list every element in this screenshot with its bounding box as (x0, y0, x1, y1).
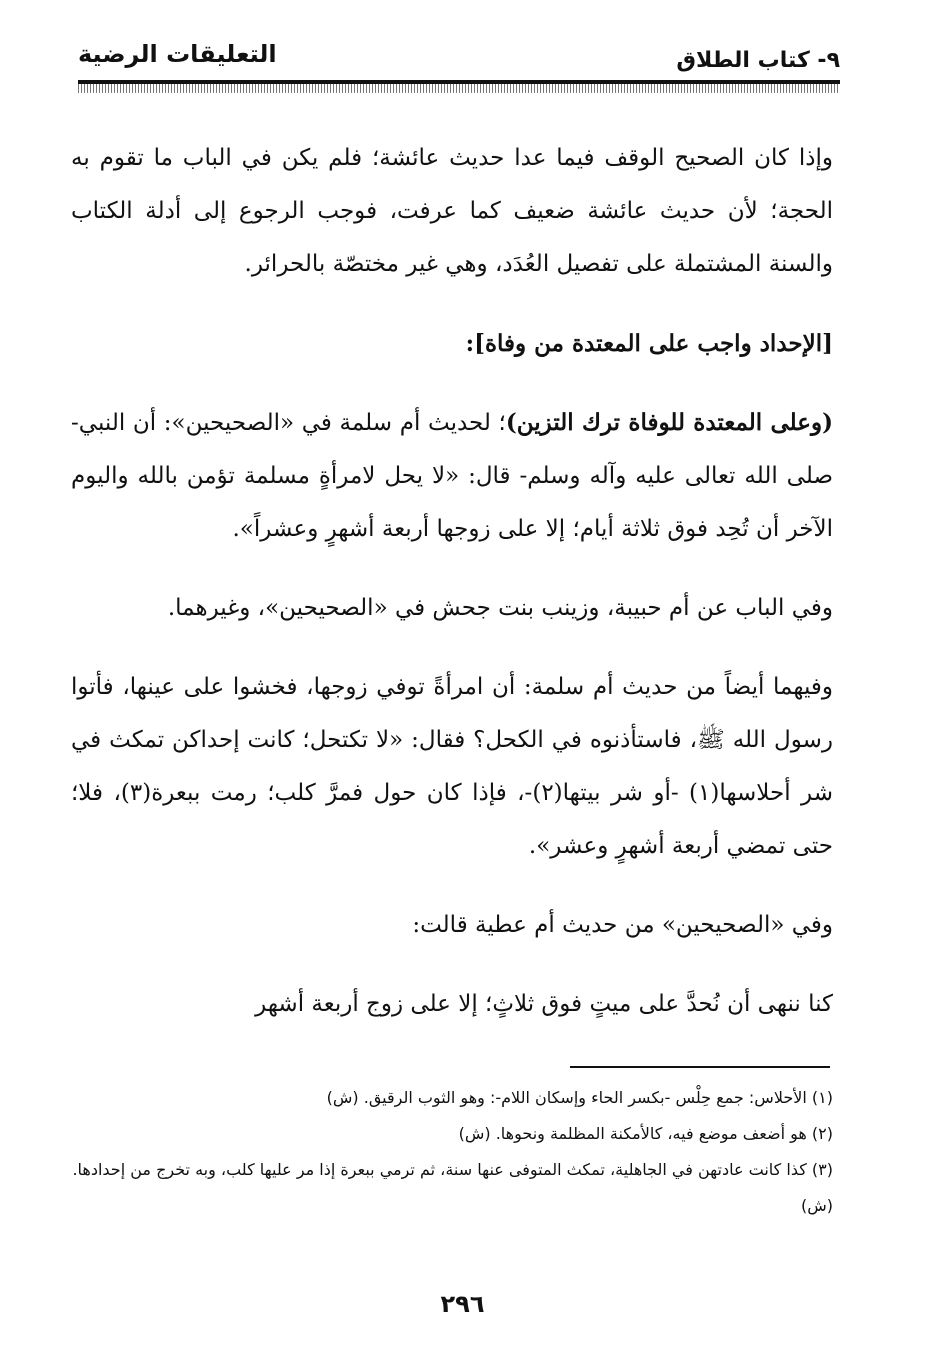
paragraph-6: كنا ننهى أن نُحدَّ على ميتٍ فوق ثلاثٍ؛ إلا على زوج أربعة أشهر (255, 991, 833, 1017)
chapter-title: ٩- كتاب الطلاق (676, 48, 840, 73)
footnote-1: (١) الأحلاس: جمع حِلْس -بكسر الحاء وإسكان اللام-: وهو الثوب الرقيق. (ش) (326, 1088, 833, 1107)
footnote-3: (٣) كذا كانت عادتهن في الجاهلية، تمكث المتوفى عنها سنة، ثم ترمي ببعرة إذا مر عليها كلب، وبه تخرج من إحدادها. (ش) (72, 1160, 833, 1215)
header-rule (78, 80, 840, 93)
footnotes (71, 1080, 833, 1224)
paragraph-4: وفيهما أيضاً من حديث أم سلمة: أن امرأةً توفي زوجها، فخشوا على عينها، فأتوا رسول الله ﷺ، فاستأذنوه في الكحل؟ فقال: «لا تكتحل؛ كانت إحداكن تمكث في شر أحلاسها(١) -أو شر بيتها(٢)-، فإذا كان حول فمرَّ كلب؛ رمت ببعرة(٣)، فلا؛ حتى تمضي أربعة أشهرٍ وعشر». (71, 674, 833, 859)
paragraph-2 (71, 396, 833, 556)
paragraph-3: وفي الباب عن أم حبيبة، وزينب بنت جحش في «الصحيحين»، وغيرهما. (167, 595, 833, 621)
running-header (78, 38, 840, 78)
footnote-divider (570, 1066, 830, 1068)
footnote-2: (٢) هو أضعف موضع فيه، كالأمكنة المظلمة ونحوها. (ش) (458, 1124, 833, 1143)
book-title: التعليقات الرضية (78, 40, 277, 68)
page-number: ٢٩٦ (440, 1290, 485, 1318)
paragraph-1: وإذا كان الصحيح الوقف فيما عدا حديث عائشة؛ فلم يكن في الباب ما تقوم به الحجة؛ لأن حديث عائشة ضعيف كما عرفت، فوجب الرجوع إلى أدلة الكتاب والسنة المشتملة على تفصيل العُدَد، وهي غير مختصّة بالحرائر. (71, 145, 834, 277)
matn-text: (وعلى المعتدة للوفاة ترك التزين) (505, 409, 833, 436)
main-text (71, 132, 833, 1057)
paragraph-2-text: ؛ لحديث أم سلمة في «الصحيحين»: أن النبي- صلى الله تعالى عليه وآله وسلم- قال: «لا يحل لامرأةٍ مسلمة تؤمن بالله واليوم الآخر أن تُحِد فوق ثلاثة أيام؛ إلا على زوجها أربعة أشهرٍ وعشراً». (71, 410, 833, 542)
section-heading: [الإحداد واجب على المعتدة من وفاة]: (465, 330, 833, 357)
paragraph-5: وفي «الصحيحين» من حديث أم عطية قالت: (412, 912, 833, 938)
